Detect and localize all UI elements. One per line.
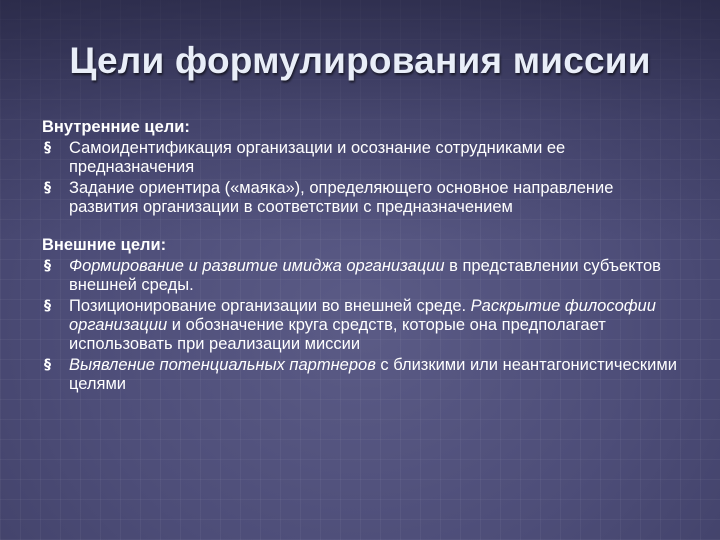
slide-title: Цели формулирования миссии [69,40,651,81]
bullet-icon: § [44,140,51,156]
bullet-text: с близкими или неантагонистическими целями [69,356,677,393]
section-external-goals [42,236,682,394]
bullet-text: Самоидентификация организации и осознание сотрудниками ее предназначения [69,139,566,176]
bullet-icon: § [44,258,51,274]
bullet-text-italic: Формирование и развитие имиджа организации [69,257,445,275]
section-heading: Внутренние цели: [42,118,190,136]
bullet-text: Задание ориентира («маяка»), определяющего основное направление развития организации в соответствии с предназначением [69,179,614,216]
bullet-icon: § [44,180,51,196]
bullet-text: в представлении субъектов внешней среды. [69,257,661,294]
section-internal-goals [42,118,682,217]
slide-content [42,118,682,396]
bullet-icon: § [44,357,51,373]
bullet-item [42,139,682,177]
bullet-text-italic: Раскрытие философии организации [69,297,656,334]
bullet-item [42,297,682,354]
section-heading: Внешние цели: [42,236,167,254]
bullet-text-italic: Выявление потенциальных партнеров [69,356,376,374]
bullet-item [42,179,682,217]
bullet-item [42,257,682,295]
bullet-list [42,257,682,394]
bullet-text: и обозначение круга средств, которые она предполагает использовать при реализации миссии [69,316,606,353]
bullet-item [42,356,682,394]
bullet-icon: § [44,298,51,314]
bullet-list [42,139,682,217]
bullet-text: Позиционирование организации во внешней среде. [69,297,471,315]
